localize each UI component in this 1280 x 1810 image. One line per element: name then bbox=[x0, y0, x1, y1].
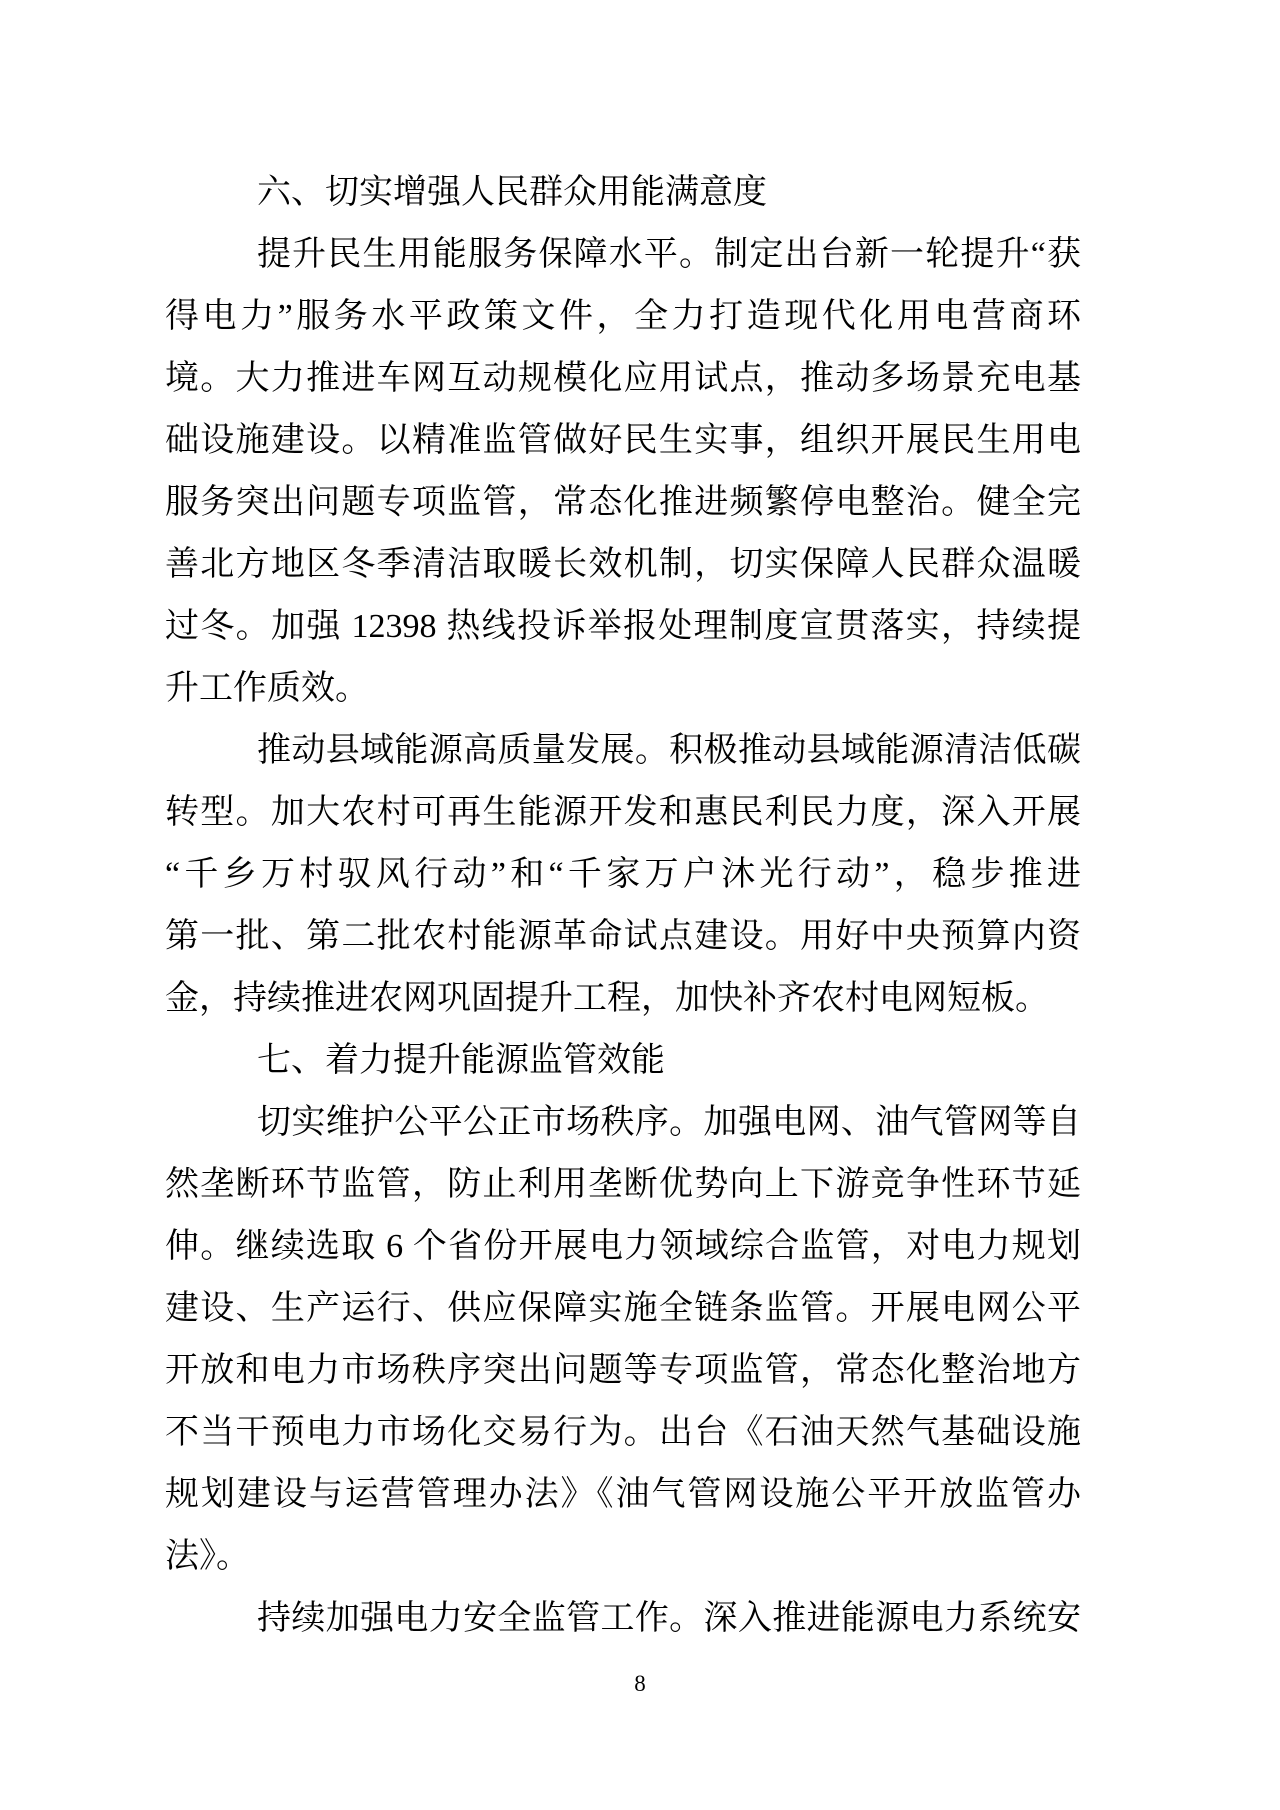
text-line: 础设施建设。以精准监管做好民生实事，组织开展民生用电 bbox=[165, 422, 1081, 459]
text-line: 过冬。加强 12398 热线投诉举报处理制度宣贯落实，持续提 bbox=[165, 608, 1081, 645]
text-line: 开放和电力市场秩序突出问题等专项监管，常态化整治地方 bbox=[165, 1352, 1081, 1389]
page-footer bbox=[0, 1670, 1280, 1698]
text-line: 建设、生产运行、供应保障实施全链条监管。开展电网公平 bbox=[165, 1290, 1081, 1327]
section-7-heading: 七、着力提升能源监管效能 bbox=[257, 1042, 665, 1079]
text-line: 持续加强电力安全监管工作。深入推进能源电力系统安 bbox=[257, 1600, 1081, 1637]
text-line: 然垄断环节监管，防止利用垄断优势向上下游竞争性环节延 bbox=[165, 1166, 1081, 1203]
text-line: 善北方地区冬季清洁取暖长效机制，切实保障人民群众温暖 bbox=[165, 546, 1081, 583]
section-6-heading: 六、切实增强人民群众用能满意度 bbox=[257, 174, 767, 211]
text-line: 推动县域能源高质量发展。积极推动县域能源清洁低碳 bbox=[257, 732, 1081, 769]
page-number: 8 bbox=[634, 1671, 646, 1696]
text-line: 转型。加大农村可再生能源开发和惠民利民力度，深入开展 bbox=[165, 794, 1081, 831]
text-line: “千乡万村驭风行动”和“千家万户沐光行动”，稳步推进 bbox=[165, 856, 1081, 893]
text-line: 提升民生用能服务保障水平。制定出台新一轮提升“获 bbox=[257, 236, 1081, 273]
text-line: 金，持续推进农网巩固提升工程，加快补齐农村电网短板。 bbox=[165, 980, 1049, 1017]
text-line: 切实维护公平公正市场秩序。加强电网、油气管网等自 bbox=[257, 1104, 1081, 1141]
text-line: 境。大力推进车网互动规模化应用试点，推动多场景充电基 bbox=[165, 360, 1081, 397]
text-line: 升工作质效。 bbox=[165, 670, 369, 707]
text-line: 服务突出问题专项监管，常态化推进频繁停电整治。健全完 bbox=[165, 484, 1081, 521]
text-line: 伸。继续选取 6 个省份开展电力领域综合监管，对电力规划 bbox=[165, 1228, 1081, 1265]
text-line: 法》。 bbox=[165, 1538, 250, 1575]
document-body bbox=[165, 162, 1081, 1650]
text-line: 得电力”服务水平政策文件，全力打造现代化用电营商环 bbox=[165, 298, 1081, 335]
text-line: 规划建设与运营管理办法》《油气管网设施公平开放监管办 bbox=[165, 1476, 1081, 1513]
text-line: 不当干预电力市场化交易行为。出台《石油天然气基础设施 bbox=[165, 1414, 1081, 1451]
text-line: 第一批、第二批农村能源革命试点建设。用好中央预算内资 bbox=[165, 918, 1081, 955]
